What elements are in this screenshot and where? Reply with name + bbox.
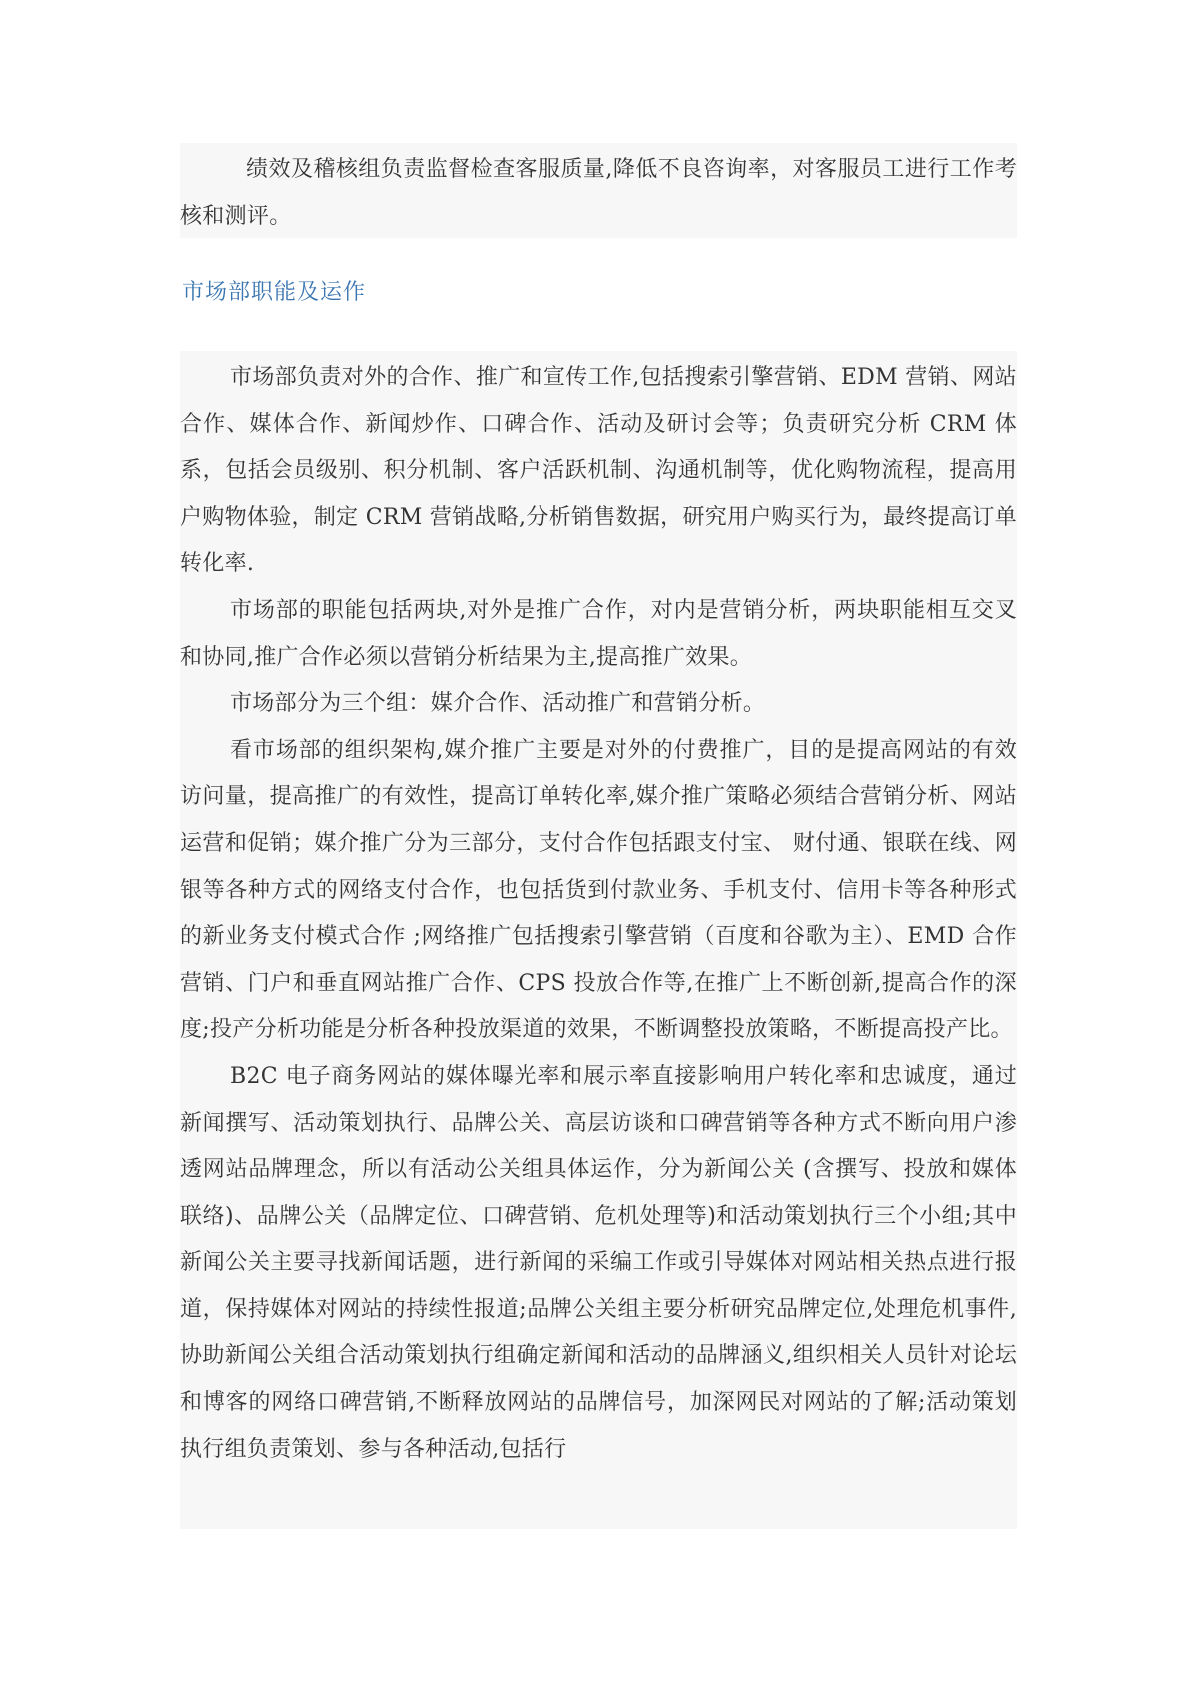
- paragraph: B2C 电子商务网站的媒体曝光率和展示率直接影响用户转化率和忠诚度，通过新闻撰写、活动策划执行、品牌公关、高层访谈和口碑营销等各种方式不断向用户渗透网站品牌理念，所以有活动公关组具体运作，分为新闻公关 (含撰写、投放和媒体联络)、品牌公关（品牌定位、口碑营销、危机处理等)和活动策划执行三个小组;其中新闻公关主要寻找新闻话题，进行新闻的采编工作或引导媒体对网站相关热点进行报道，保持媒体对网站的持续性报道;品牌公关组主要分析研究品牌定位,处理危机事件,协助新闻公关组合活动策划执行组确定新闻和活动的品牌涵义,组织相关人员针对论坛和博客的网络口碑营销,不断释放网站的品牌信号，加深网民对网站的了解;活动策划执行组负责策划、参与各种活动,包括行: [180, 1063, 1017, 1462]
- intro-block: [180, 143, 1017, 238]
- intro-paragraph: 绩效及稽核组负责监督检查客服质量,降低不良咨询率，对客服员工进行工作考核和测评。: [180, 157, 1017, 229]
- section-title: 市场部职能及运作: [182, 280, 367, 305]
- main-text-block: [180, 351, 1017, 1529]
- paragraph: 看市场部的组织架构,媒介推广主要是对外的付费推广，目的是提高网站的有效访问量，提高推广的有效性，提高订单转化率,媒介推广策略必须结合营销分析、网站运营和促销；媒介推广分为三部分，支付合作包括跟支付宝、 财付通、银联在线、网银等各种方式的网络支付合作，也包括货到付款业务、手机支付、信用卡等各种形式的新业务支付模式合作 ;网络推广包括搜索引擎营销（百度和谷歌为主）、EMD 合作营销、门户和垂直网站推广合作、CPS 投放合作等,在推广上不断创新,提高合作的深度;投产分析功能是分析各种投放渠道的效果，不断调整投放策略，不断提高投产比。: [180, 737, 1017, 1043]
- paragraph: 市场部分为三个组：媒介合作、活动推广和营销分析。: [230, 691, 766, 717]
- paragraph: 市场部的职能包括两块,对外是推广合作，对内是营销分析，两块职能相互交叉和协同,推广合作必须以营销分析结果为主,提高推广效果。: [180, 597, 1017, 670]
- paragraph: 市场部负责对外的合作、推广和宣传工作,包括搜索引擎营销、EDM 营销、网站合作、媒体合作、新闻炒作、口碑合作、活动及研讨会等；负责研究分析 CRM 体系，包括会员级别、积分机制、客户活跃机制、沟通机制等，优化购物流程，提高用户购物体验，制定 CRM 营销战略,分析销售数据，研究用户购买行为，最终提高订单转化率.: [180, 365, 1017, 577]
